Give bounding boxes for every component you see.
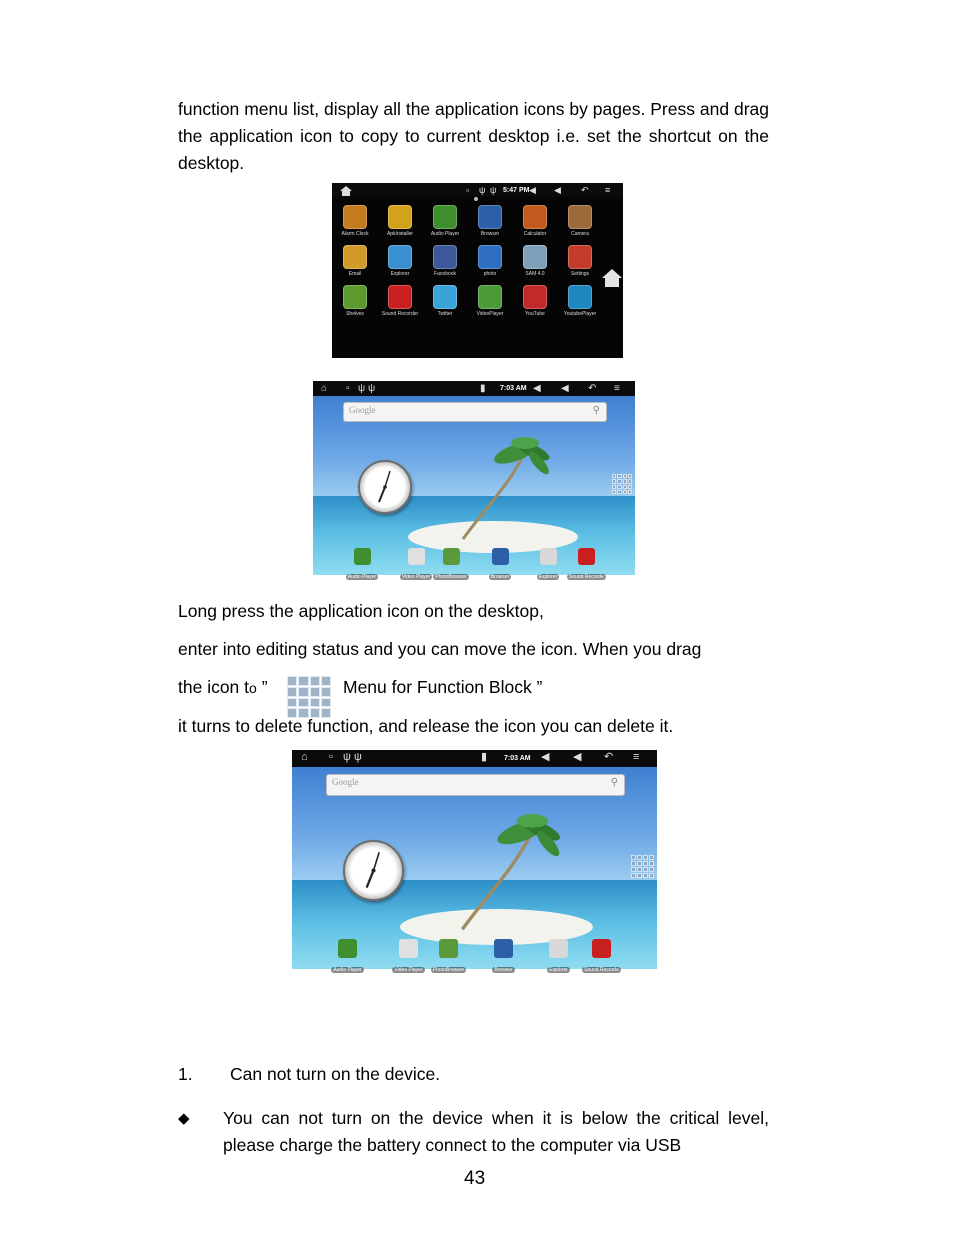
text-line-3-tail: Menu for Function Block ”: [343, 677, 543, 697]
analog-clock-widget[interactable]: [358, 460, 412, 514]
photo-browser-icon: [439, 939, 458, 958]
text-line-1: Long press the application icon on the desktop,: [178, 601, 544, 621]
app-item[interactable]: [424, 205, 466, 237]
google-search-bar[interactable]: [326, 774, 625, 796]
dock-item-label: Explorer: [538, 574, 558, 580]
audio-player-icon: [338, 939, 357, 958]
app-label: Sound Recorder: [381, 311, 419, 317]
app-item[interactable]: [559, 205, 601, 237]
app-item[interactable]: [379, 285, 421, 317]
app-label: Shelves: [346, 311, 364, 317]
signal-icon[interactable]: ▮: [480, 383, 486, 394]
status-time: 7:03 AM: [504, 755, 531, 762]
email-icon: [343, 245, 367, 269]
photo-icon: [478, 245, 502, 269]
home-shortcut-icon: [602, 269, 622, 287]
text-line-3-c: ”: [256, 677, 268, 697]
dock-item-label: Sound Recorde: [584, 967, 619, 973]
app-label: Settings: [570, 271, 590, 277]
video-player-icon: [408, 548, 425, 565]
volume-down-icon[interactable]: ◀: [533, 383, 541, 394]
video-player-icon: [399, 939, 418, 958]
signal-icon[interactable]: ▮: [481, 751, 488, 763]
page-number: 43: [464, 1168, 486, 1189]
app-item[interactable]: [559, 285, 601, 317]
desktop-screenshot-1: [313, 381, 635, 580]
app-label: Facebook: [434, 271, 456, 277]
volume-down-icon: ◀: [529, 185, 536, 195]
dock-item-label: Sound Recorde: [569, 574, 604, 580]
dock-item[interactable]: [427, 939, 470, 976]
app-item[interactable]: [424, 285, 466, 317]
shelves-icon: [343, 285, 367, 309]
status-bar: [332, 183, 623, 197]
notification-icon: ▫: [466, 185, 470, 195]
text-line-3-b: o: [249, 680, 257, 696]
home-icon[interactable]: ⌂: [301, 751, 308, 763]
app-label: VideoPlayer: [476, 311, 504, 317]
dock-item-label: Audio Player: [333, 967, 362, 973]
dock-item[interactable]: [343, 548, 381, 583]
usb-icon: ψ: [479, 185, 486, 195]
app-label: SAM 4.0: [525, 271, 545, 277]
dock-item[interactable]: [537, 939, 580, 976]
back-icon[interactable]: ↶: [588, 383, 597, 394]
app-item[interactable]: [379, 245, 421, 277]
app-label: Twitter: [437, 311, 453, 317]
desktop-wallpaper: [313, 396, 635, 580]
analog-clock-widget[interactable]: [343, 840, 404, 901]
text-line-2: enter into editing status and you can move the icon. When you drag: [178, 639, 702, 659]
camera-icon: [568, 205, 592, 229]
palm-tree-icon: [453, 431, 553, 541]
usb-icon-2: ψ: [490, 185, 497, 195]
status-bar: [313, 381, 635, 396]
photo-browser-icon: [443, 548, 460, 565]
app-label: Email: [348, 271, 362, 277]
app-item[interactable]: [514, 285, 556, 317]
app-item[interactable]: [424, 245, 466, 277]
usb-icon-2[interactable]: ψ: [354, 751, 362, 763]
clock-hands-icon: [345, 842, 402, 899]
alarm-clock-icon: [343, 205, 367, 229]
back-icon[interactable]: ↶: [604, 751, 614, 763]
usb-icon-2[interactable]: ψ: [368, 383, 376, 394]
bullet-text: You can not turn on the device when it is below the critical level, please charge the battery connect to the computer via USB: [223, 1108, 769, 1155]
text-line-4: it turns to delete function, and release the icon you can delete it.: [178, 716, 674, 736]
text-line-3: [178, 677, 268, 698]
video-player-icon: [478, 285, 502, 309]
list-item-text: Can not turn on the device.: [230, 1064, 441, 1084]
app-item[interactable]: [379, 205, 421, 237]
palm-tree-icon: [451, 807, 564, 932]
page-indicator-dot: [474, 197, 478, 201]
dock-item[interactable]: [567, 548, 605, 583]
sound-recorder-icon: [578, 548, 595, 565]
app-label: photo: [483, 271, 497, 277]
app-label: Browser: [480, 231, 500, 237]
dock-item[interactable]: [580, 939, 623, 976]
app-label: YoutubePlayer: [563, 311, 597, 317]
usb-icon[interactable]: ψ: [343, 751, 351, 763]
app-label: ApkInstaller: [386, 231, 414, 237]
app-item[interactable]: [334, 205, 376, 237]
youtube-icon: [523, 285, 547, 309]
function-menu-grid-icon: [287, 676, 331, 718]
app-label: Audio Player: [430, 231, 460, 237]
sound-recorder-icon: [388, 285, 412, 309]
app-item[interactable]: [469, 245, 511, 277]
app-label: YouTube: [525, 311, 545, 317]
volume-up-icon[interactable]: ◀: [573, 751, 582, 763]
dock-item-label: Video Player: [401, 574, 431, 580]
list-number: 1.: [178, 1064, 193, 1084]
dock-item[interactable]: [432, 548, 470, 583]
browser-icon: [494, 939, 513, 958]
search-icon[interactable]: ⚲: [592, 405, 600, 416]
audio-player-icon: [433, 205, 457, 229]
home-icon[interactable]: ⌂: [321, 383, 328, 394]
notification-icon[interactable]: ▫: [329, 751, 333, 763]
dock-item-label: PhotoBrowser: [435, 574, 467, 580]
status-time: 5:47 PM: [503, 187, 530, 194]
audio-player-icon: [354, 548, 371, 565]
status-bar: [292, 750, 657, 767]
apk-installer-icon: [388, 205, 412, 229]
facebook-icon: [433, 245, 457, 269]
browser-icon: [478, 205, 502, 229]
sam-icon: [523, 245, 547, 269]
clock-hands-icon: [360, 462, 410, 512]
calculator-icon: [523, 205, 547, 229]
app-item[interactable]: [559, 245, 601, 277]
app-grid: [332, 197, 623, 358]
dock-item[interactable]: [397, 548, 435, 583]
dock-item-label: Browser: [494, 967, 513, 973]
youtube-player-icon: [568, 285, 592, 309]
settings-icon: [568, 245, 592, 269]
status-time: 7:03 AM: [500, 385, 527, 392]
dock-item-label: Explorer: [549, 967, 568, 973]
app-menu-screenshot: [332, 183, 623, 358]
app-label: Alarm Clock: [341, 231, 369, 237]
app-item[interactable]: [514, 205, 556, 237]
explorer-icon: [540, 548, 557, 565]
dock-item-label: Audio Player: [347, 574, 377, 580]
menu-icon[interactable]: ≡: [633, 751, 640, 763]
usb-icon[interactable]: ψ: [358, 383, 366, 394]
sound-recorder-icon: [592, 939, 611, 958]
app-item[interactable]: [334, 245, 376, 277]
search-icon[interactable]: ⚲: [610, 777, 618, 788]
volume-up-icon: ◀: [554, 185, 561, 195]
app-item[interactable]: [469, 205, 511, 237]
bullet-diamond-icon: ◆: [178, 1110, 190, 1127]
app-label: Explorer: [390, 271, 410, 277]
menu-icon: ≡: [605, 185, 611, 195]
desktop-screenshot-2: [292, 750, 657, 973]
dock-item[interactable]: [481, 548, 519, 583]
text-line-3-a: the icon t: [178, 677, 250, 697]
google-logo-text: Google: [332, 777, 359, 787]
home-icon: [340, 186, 352, 196]
menu-icon[interactable]: ≡: [614, 383, 620, 394]
notification-icon[interactable]: ▫: [346, 383, 350, 394]
dock-item[interactable]: [482, 939, 525, 976]
app-item[interactable]: [469, 285, 511, 317]
browser-icon: [492, 548, 509, 565]
intro-paragraph: function menu list, display all the application icons by pages. Press and drag the application icon to copy to current desktop i.e. set the shortcut on the desktop.: [178, 99, 769, 173]
explorer-icon: [388, 245, 412, 269]
volume-down-icon[interactable]: ◀: [541, 751, 550, 763]
google-logo-text: Google: [349, 405, 376, 415]
explorer-icon: [549, 939, 568, 958]
app-item[interactable]: [334, 285, 376, 317]
dock-item-label: Video Player: [394, 967, 423, 973]
app-item[interactable]: [514, 245, 556, 277]
back-icon: ↶: [581, 185, 589, 195]
twitter-icon: [433, 285, 457, 309]
volume-up-icon[interactable]: ◀: [561, 383, 569, 394]
app-label: Camera: [571, 231, 589, 237]
app-drawer-grid-icon[interactable]: [631, 855, 654, 878]
google-search-bar[interactable]: [343, 402, 607, 422]
dock-item-label: PhotoBrowser: [432, 967, 465, 973]
dock-item[interactable]: [387, 939, 430, 976]
dock-item-label: Browser: [490, 574, 510, 580]
dock-item[interactable]: [326, 939, 369, 976]
desktop-wallpaper: [292, 767, 657, 973]
dock-item[interactable]: [529, 548, 567, 583]
app-label: Calculator: [523, 231, 547, 237]
app-drawer-grid-icon[interactable]: [612, 474, 632, 494]
